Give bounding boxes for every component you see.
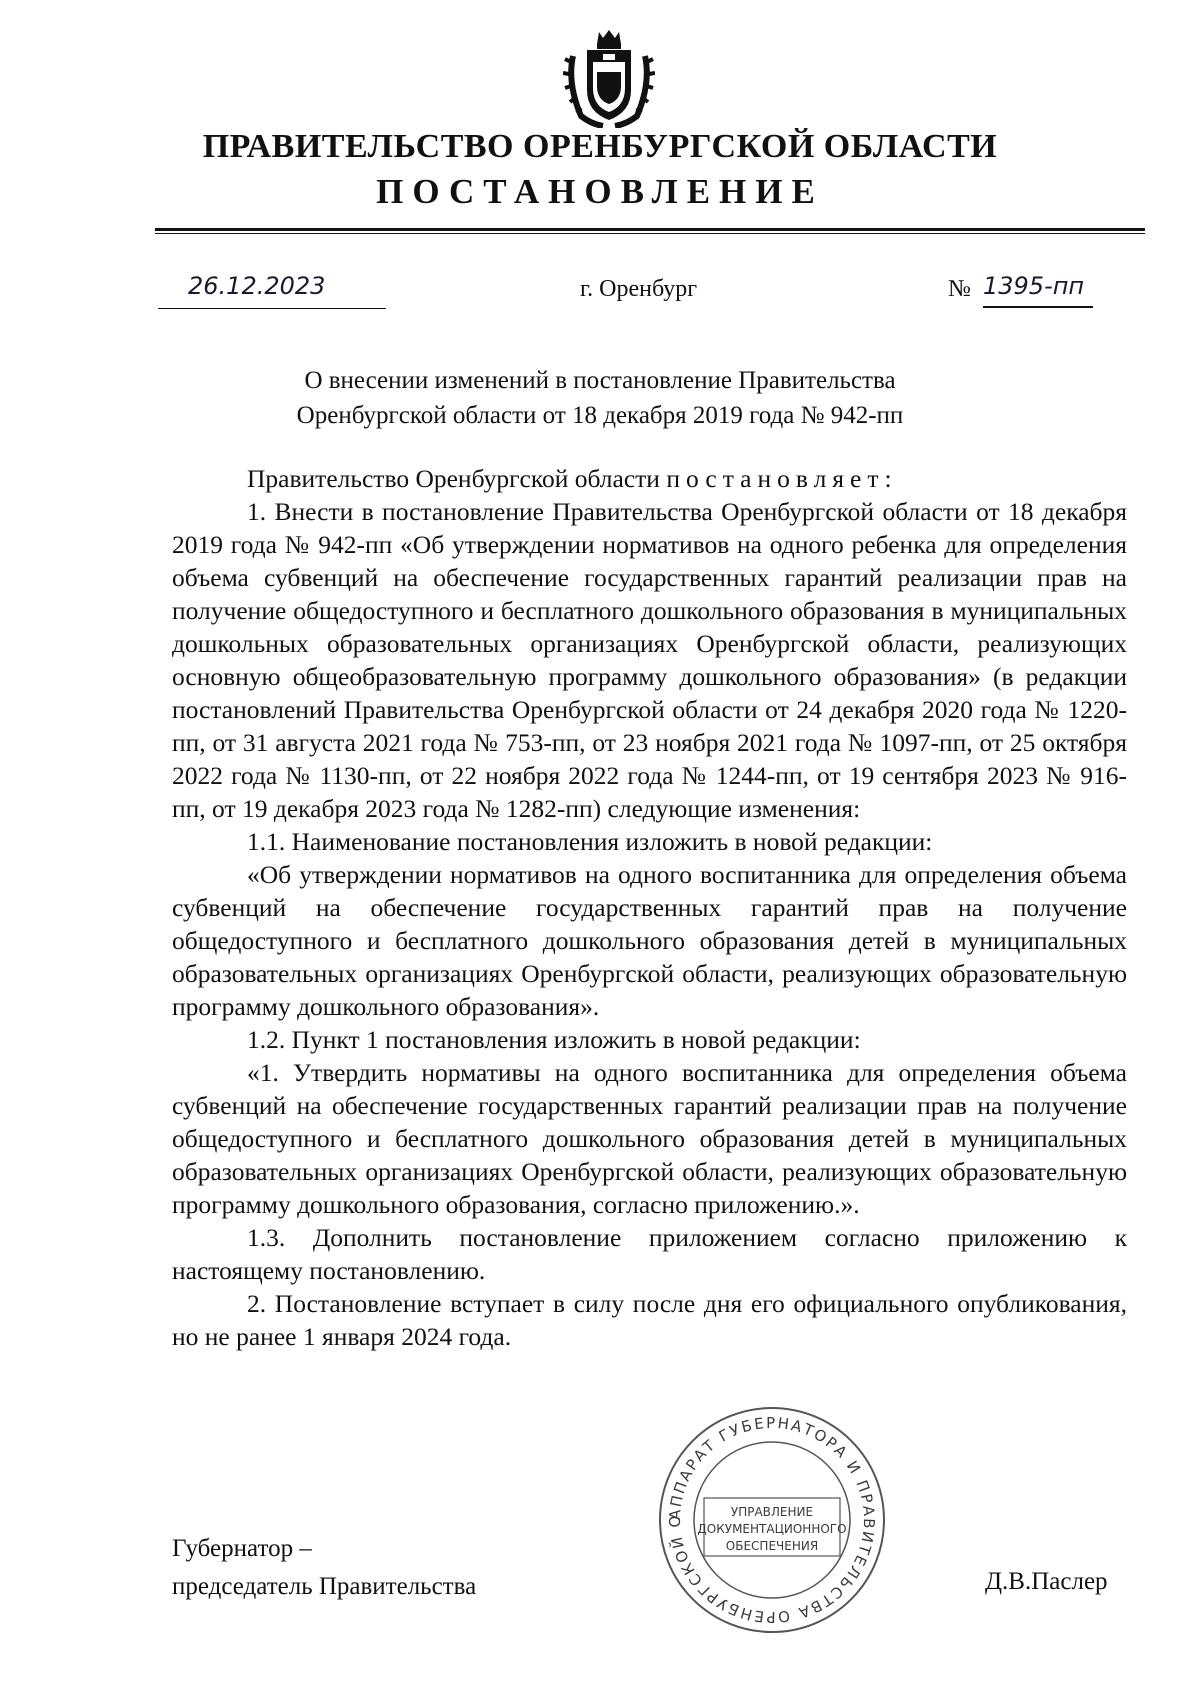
organization-title: ПРАВИТЕЛЬСТВО ОРЕНБУРГСКОЙ ОБЛАСТИ	[202, 128, 998, 165]
document-type-heading: ПОСТАНОВЛЕНИЕ	[376, 172, 824, 211]
header-divider-thin	[155, 233, 1145, 234]
stamp-center-line-2: ДОКУМЕНТАЦИОННОГО	[697, 1522, 847, 1536]
document-subject	[200, 363, 1000, 433]
signatory-name: Д.В.Паслер	[985, 1568, 1108, 1595]
paragraph-1-2: 1.2. Пункт 1 постановления изложить в новой редакции:	[247, 1025, 861, 1054]
document-city: г. Оренбург	[580, 276, 698, 302]
stamp-center-line-3: ОБЕСПЕЧЕНИЯ	[725, 1539, 819, 1553]
coat-of-arms-emblem	[563, 28, 655, 128]
document-body	[172, 462, 1127, 1353]
paragraph-2: 2. Постановление вступает в силу после дня его официального опубликования, но не ранее 1 января 2024 года.	[172, 1289, 1127, 1351]
signatory-title-line-2: председатель Правительства	[172, 1573, 477, 1600]
document-date-field	[158, 270, 386, 309]
subject-line-1: О внесении изменений в постановление Правительства	[304, 367, 896, 394]
paragraph-1-1: 1.1. Наименование постановления изложить в новой редакции:	[247, 827, 933, 856]
paragraph-1-2-quote: «1. Утвердить нормативы на одного воспитанника для определения объема субвенций на обеспечение государственных гарантий реализации прав на получение общедоступного и бесплатного дошкольного образования детей в муниципальных образовательных организациях Оренбургской области, реализующих образовательную программу дошкольного образования, согласно приложению.».	[172, 1058, 1127, 1219]
document-number-label: №	[948, 276, 971, 302]
signatory-title-line-1: Губернатор –	[172, 1535, 312, 1562]
paragraph-1-1-quote: «Об утверждении нормативов на одного воспитанника для определения объема субвенций на обеспечение государственных гарантий прав на получение общедоступного и бесплатного дошкольного образования детей в муниципальных образовательных организациях Оренбургской области, реализующих образовательную программу дошкольного образования».	[172, 860, 1127, 1021]
document-date: 26.12.2023	[188, 272, 326, 300]
stamp-center-line-1: УПРАВЛЕНИЕ	[730, 1505, 814, 1519]
intro-text: Правительство Оренбургской области	[247, 464, 667, 493]
subject-line-2: Оренбургской области от 18 декабря 2019 года № 942-пп	[296, 402, 904, 429]
document-number-field	[983, 270, 1123, 308]
paragraph-1: 1. Внести в постановление Правительства Оренбургской области от 18 декабря 2019 года № 942-пп «Об утверждении нормативов на одного ребенка для определения объема субвенций на обеспечение государственных гарантий реализации прав на получение общедоступного и бесплатного дошкольного образования в муниципальных дошкольных образовательных организациях Оренбургской области, реализующих основную общеобразовательную программу дошкольного образования» (в редакции постановлений Правительства Оренбургской области от 24 декабря 2020 года № 1220-пп, от 31 августа 2021 года № 753-пп, от 23 ноября 2021 года № 1097-пп, от 25 октября 2022 года № 1130-пп, от 22 ноября 2022 года № 1244-пп, от 19 сентября 2023 № 916-пп, от 19 декабря 2023 года № 1282-пп) следующие изменения:	[172, 497, 1127, 823]
official-stamp	[652, 1400, 892, 1640]
stamp-ring-text: АППАРАТ ГУБЕРНАТОРА И ПРАВИТЕЛЬСТВА ОРЕНБУРГСКОЙ О	[665, 1413, 879, 1627]
header-divider-thick	[155, 228, 1145, 231]
intro-verb: постановляет:	[666, 464, 898, 493]
paragraph-1-3: 1.3. Дополнить постановление приложением согласно приложению к настоящему постановлению.	[172, 1223, 1127, 1285]
signatory-title	[172, 1530, 476, 1606]
document-number-underline	[983, 306, 1093, 308]
document-number: 1395-пп	[983, 272, 1085, 300]
intro-paragraph	[172, 462, 1127, 495]
